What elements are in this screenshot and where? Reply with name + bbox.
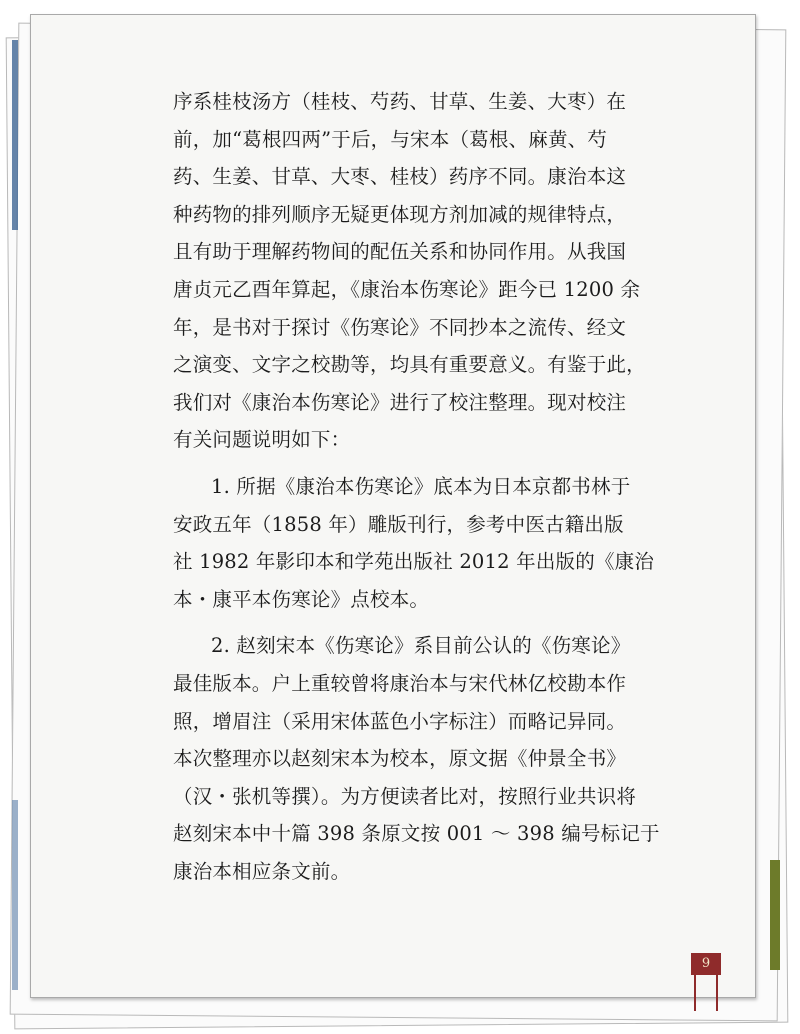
text-line: 照，增眉注（采用宋体蓝色小字标注）而略记异同。 <box>173 709 627 733</box>
book-edge-bottom <box>12 800 18 990</box>
text-line: 有关问题说明如下： <box>173 428 351 452</box>
text-line: 赵刻宋本中十篇 398 条原文按 001 ～ 398 编号标记于 <box>173 822 660 846</box>
page-number-tab <box>694 975 718 1011</box>
text-line: 序系桂枝汤方（桂枝、芍药、甘草、生姜、大枣）在 <box>173 90 627 113</box>
text-line: 年，是书对于探讨《伤寒论》不同抄本之流传、经文 <box>173 315 627 339</box>
book-page <box>30 14 756 998</box>
text-line: （汉・张机等撰）。为方便读者比对，按照行业共识将 <box>173 784 637 808</box>
text-line: 药、生姜、甘草、大枣、桂枝）药序不同。康治本这 <box>173 165 627 189</box>
book-edge-top <box>12 40 18 230</box>
text-line: 康治本相应条文前。 <box>173 859 351 883</box>
text-line: 最佳版本。户上重较曾将康治本与宋代林亿校勘本作 <box>173 671 627 695</box>
page-number: 9 <box>691 953 721 975</box>
text-line: 前，加“葛根四两”于后，与宋本（葛根、麻黄、芍 <box>173 127 608 151</box>
text-line: 本次整理亦以赵刻宋本为校本，原文据《仲景全书》 <box>173 747 627 771</box>
paragraph-gap <box>173 459 673 468</box>
text-line: 2. 赵刻宋本《伤寒论》系目前公认的《伤寒论》 <box>211 634 631 658</box>
text-line: 之演变、文字之校勘等，均具有重要意义。有鉴于此， <box>173 353 646 377</box>
text-line: 1. 所据《康治本伤寒论》底本为日本京都书林于 <box>211 474 631 498</box>
text-line: 且有助于理解药物间的配伍关系和协同作用。从我国 <box>173 240 627 264</box>
text-line: 本・康平本伤寒论》点校本。 <box>173 587 430 611</box>
book-spine-edge <box>770 860 780 970</box>
text-line: 唐贞元乙酉年算起，《康治本伤寒论》距今已 1200 余 <box>173 277 641 301</box>
body-text <box>173 83 673 890</box>
text-line: 社 1982 年影印本和学苑出版社 2012 年出版的《康治 <box>173 550 655 574</box>
text-line: 我们对《康治本伤寒论》进行了校注整理。现对校注 <box>173 390 627 414</box>
text-line: 种药物的排列顺序无疑更体现方剂加减的规律特点， <box>173 202 627 226</box>
text-line: 安政五年（1858 年）雕版刊行，参考中医古籍出版 <box>173 512 624 536</box>
paragraph-gap <box>173 618 673 627</box>
